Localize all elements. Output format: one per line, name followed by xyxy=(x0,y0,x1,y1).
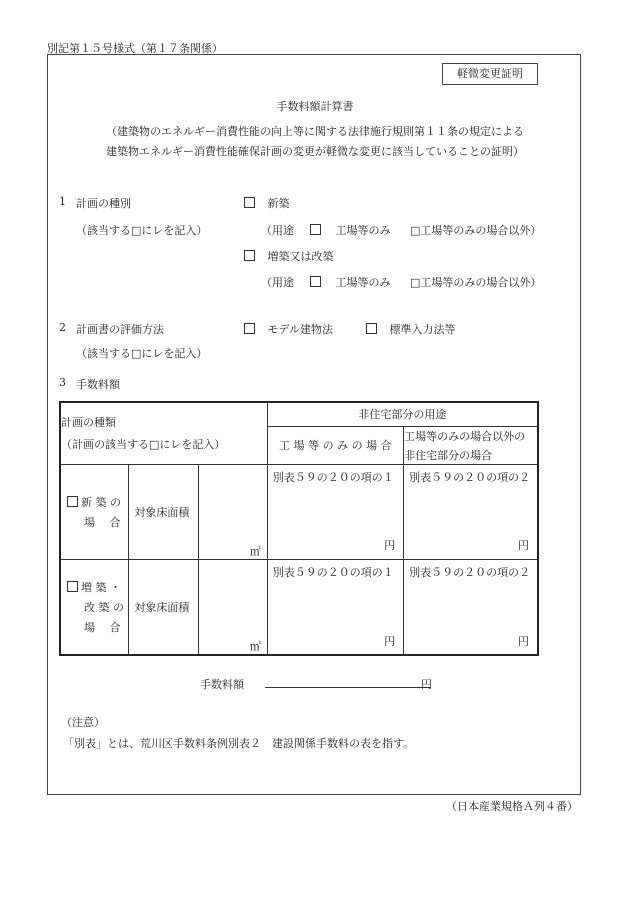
header-plan-type-line2: （計画の該当する□にレを記入） xyxy=(61,438,226,452)
ext-factory-only[interactable] xyxy=(310,274,391,290)
section3-label: 手数料額 xyxy=(76,378,120,391)
minor-change-badge: 軽微変更証明 xyxy=(442,63,538,85)
header-nonresidential-use: 非住宅部分の用途 xyxy=(267,402,538,426)
new-factory-other-label: □工場等のみの場合以外） xyxy=(410,224,542,237)
new-factory-only-checkbox[interactable] xyxy=(310,224,321,235)
ext-factory-only-label: 工場等のみ xyxy=(335,276,391,289)
header-plan-type-line1: 計画の種類 xyxy=(61,416,116,430)
row-ext-type[interactable] xyxy=(60,559,129,655)
row-ext-type-line2: 改 築 の xyxy=(84,600,124,614)
ext-use-prefix: （用途 xyxy=(261,276,294,289)
standard-checkbox[interactable] xyxy=(366,323,377,334)
option-model[interactable] xyxy=(244,321,333,337)
row-new-type-line2: 場 合 xyxy=(84,515,121,529)
header-factory-only: 工 場 等 の み の 場 合 xyxy=(267,426,403,464)
option-standard[interactable] xyxy=(366,321,456,337)
row-new-type-line1: 新 築 の xyxy=(81,495,121,509)
row-ext-factory-yen: 円 xyxy=(384,634,396,648)
row-ext-factory-ref: 別表５９の２０の項の１ xyxy=(272,565,394,579)
header-factory-other-line1: 工場等のみの場合以外の xyxy=(404,429,526,443)
section1-number: 1 xyxy=(59,195,66,208)
new-factory-only-label: 工場等のみ xyxy=(335,224,391,237)
row-new-area-input[interactable] xyxy=(199,464,268,559)
option-extension[interactable] xyxy=(244,248,334,264)
row-new-checkbox[interactable] xyxy=(67,496,78,507)
note-text: 「別表」とは、荒川区手数料条例別表２ 建設関係手数料の表を指す。 xyxy=(63,737,415,750)
row-new-other-ref: 別表５９の２０の項の２ xyxy=(409,470,531,484)
section1-hint: （該当する□にレを記入） xyxy=(76,224,208,237)
section2-hint: （該当する□にレを記入） xyxy=(76,347,208,360)
row-new-factory-yen: 円 xyxy=(384,538,396,552)
fee-total-unit: 円 xyxy=(421,678,432,691)
row-new-area-unit: ㎡ xyxy=(249,544,261,558)
new-use-prefix: （用途 xyxy=(261,224,294,237)
row-ext-area-input[interactable] xyxy=(199,559,268,655)
row-ext-type-line1: 増 築 ・ xyxy=(81,580,121,594)
section2-number: 2 xyxy=(59,321,66,334)
subtitle-line2: 建築物エネルギー消費性能確保計画の変更が軽微な変更に該当していることの証明） xyxy=(106,145,524,158)
section1-label: 計画の種別 xyxy=(76,197,131,210)
option-standard-label: 標準入力法等 xyxy=(389,323,456,336)
model-checkbox[interactable] xyxy=(244,323,255,334)
row-new-area-label: 対象床面積 xyxy=(129,464,199,559)
row-ext-other-yen: 円 xyxy=(518,634,529,648)
row-ext-other-fee[interactable] xyxy=(404,559,538,655)
row-new-type[interactable] xyxy=(60,464,129,559)
ext-factory-only-checkbox[interactable] xyxy=(310,276,321,287)
subtitle-line1: （建築物のエネルギー消費性能の向上等に関する法律施行規則第１１条の規定による xyxy=(106,125,524,138)
row-ext-other-ref: 別表５９の２０の項の２ xyxy=(409,565,531,579)
row-ext-type-line3: 場 合 xyxy=(84,620,121,634)
row-ext-checkbox[interactable] xyxy=(67,581,78,592)
row-ext-area-label: 対象床面積 xyxy=(129,559,199,655)
new-checkbox[interactable] xyxy=(244,197,255,208)
row-ext-area-unit: ㎡ xyxy=(249,640,261,653)
row-ext-factory-fee[interactable] xyxy=(267,559,403,655)
option-extension-label: 増築又は改築 xyxy=(267,250,334,263)
row-new-factory-fee[interactable] xyxy=(267,464,403,559)
page-title: 手数料額計算書 xyxy=(276,100,354,113)
header-plan-type xyxy=(60,402,267,464)
ext-factory-other-label: □工場等のみの場合以外） xyxy=(410,276,542,289)
row-new-other-fee[interactable] xyxy=(404,464,538,559)
form-id: 別記第１５号様式（第１７条関係） xyxy=(47,42,223,55)
paper-size-note: （日本産業規格Ａ列４番） xyxy=(446,800,578,813)
fee-total-input-line[interactable] xyxy=(265,687,431,688)
header-factory-other-line2: 非住宅部分の場合 xyxy=(404,448,493,462)
section3-number: 3 xyxy=(59,376,66,389)
row-new-factory-ref: 別表５９の２０の項の１ xyxy=(272,470,394,484)
row-new-other-yen: 円 xyxy=(518,538,529,552)
note-title: （注意） xyxy=(61,716,105,729)
section2-label: 計画書の評価方法 xyxy=(76,323,164,336)
fee-table xyxy=(59,401,539,656)
fee-total-label: 手数料額 xyxy=(200,678,244,691)
option-new-label: 新築 xyxy=(267,197,290,210)
extension-checkbox[interactable] xyxy=(244,250,255,261)
option-new[interactable] xyxy=(244,195,290,211)
header-factory-other xyxy=(404,426,538,464)
option-model-label: モデル建物法 xyxy=(267,323,333,336)
new-factory-only[interactable] xyxy=(310,222,391,238)
